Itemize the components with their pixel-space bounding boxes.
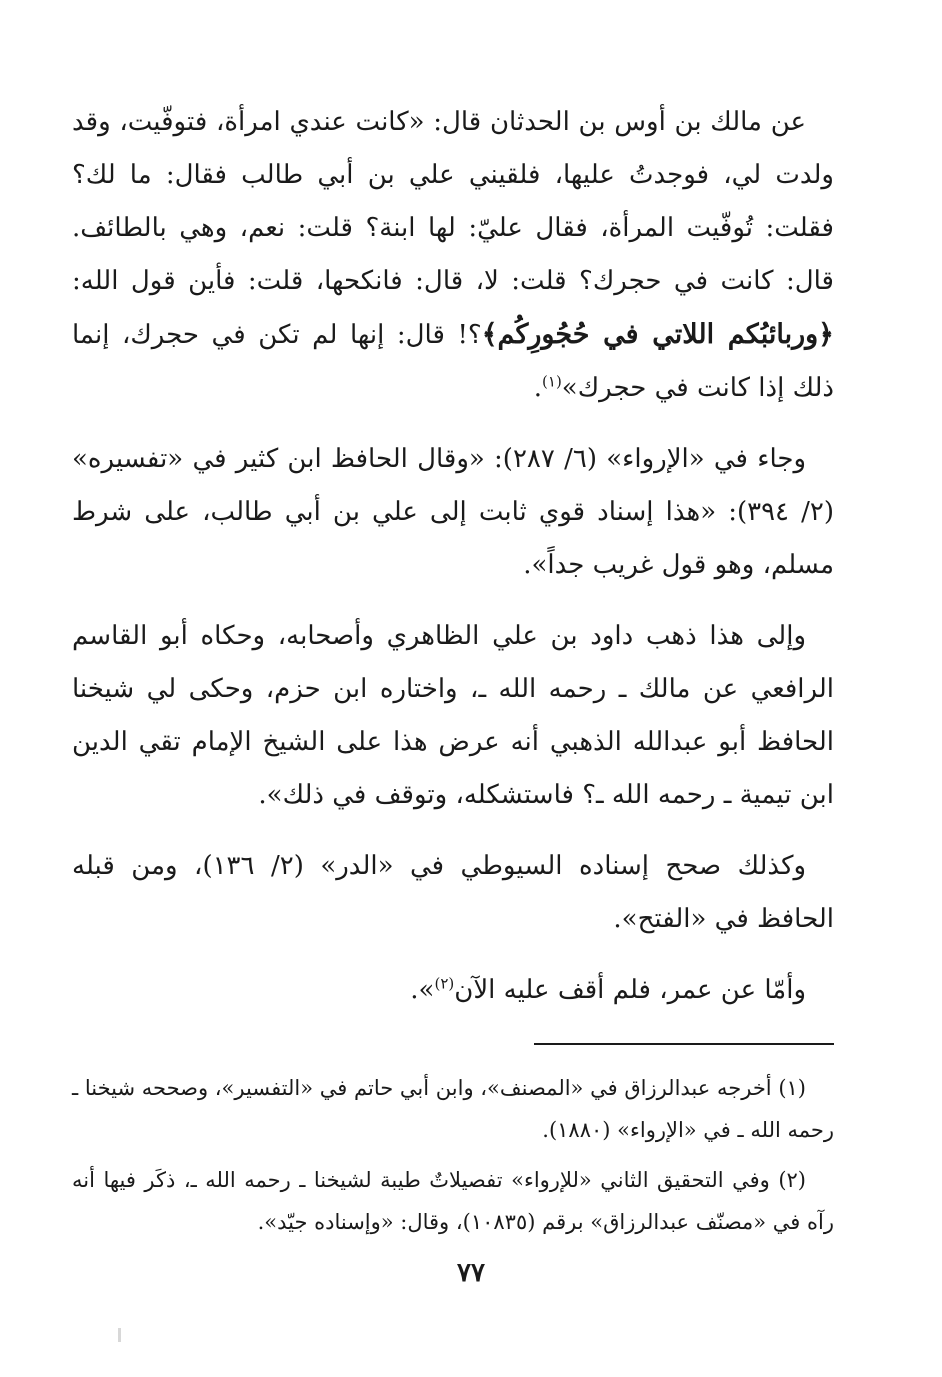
paragraph-4: وكذلك صحح إسناده السيوطي في «الدر» (٢/ ١٣٦)، ومن قبله الحافظ في «الفتح». (72, 851, 834, 934)
page-body (72, 96, 834, 1251)
paragraph-5-text: وأمّا عن عمر، فلم أقف عليه الآن (454, 975, 806, 1005)
paragraph-2: وجاء في «الإرواء» (٦/ ٢٨٧): «وقال الحافظ ابن كثير في «تفسيره» (٢/ ٣٩٤): «هذا إسناد قوي ثابت إلى علي بن أبي طالب، على شرط مسلم، وهو قول غريب جداً». (72, 444, 834, 580)
footnote-2: (٢) وفي التحقيق الثاني «للإرواء» تفصيلاتٌ طيبة لشيخنا ـ رحمه الله ـ، ذكَر فيها أنه رآه في «مصنّف عبدالرزاق» برقم (١٠٨٣٥)، وقال: «وإسناده جيّد». (72, 1168, 834, 1234)
scan-margin-mark (118, 1328, 121, 1342)
paragraph-3: وإلى هذا ذهب داود بن علي الظاهري وأصحابه، وحكاه أبو القاسم الرافعي عن مالك ـ رحمه الله ـ، واختاره ابن حزم، وحكى لي شيخنا الحافظ أبو عبدالله الذهبي أنه عرض هذا على الشيخ الإمام تقي الدين ابن تيمية ـ رحمه الله ـ؟ فاستشكله، وتوقف في ذلك». (72, 621, 834, 810)
footnote-divider (534, 1043, 834, 1045)
footnote-ref-2[interactable]: (٢) (434, 974, 455, 993)
footnote-ref-1[interactable]: (١) (542, 372, 562, 391)
paragraph-1-end: . (533, 373, 543, 403)
quran-verse: ﴿وربائبُكم اللاتي في حُجُورِكُم﴾ (481, 319, 834, 350)
footnotes (72, 1067, 834, 1243)
main-text (72, 96, 834, 1017)
paragraph-5-end: ». (410, 975, 435, 1005)
paragraph-1-text-after: ؟! قال: إنها لم تكن في حجرك، إنما ذلك إذا كانت في حجرك» (72, 320, 834, 403)
paragraph-1-text-before: عن مالك بن أوس بن الحدثان قال: «كانت عندي امرأة، فتوفّيت، وقد ولدت لي، فوجدتُ عليها، فلقيني علي بن أبي طالب فقال: ما لك؟ فقلت: تُوفّيت المرأة، فقال عليّ: لها ابنة؟ قلت: نعم، وهي بالطائف. قال: كانت في حجرك؟ قلت: لا، قال: فانكحها، قلت: فأين قول الله: (72, 107, 834, 296)
paragraph-1 (72, 96, 834, 415)
paragraph-5 (72, 964, 834, 1017)
page-number: ٧٧ (457, 1258, 485, 1288)
footnote-1: (١) أخرجه عبدالرزاق في «المصنف»، وابن أبي حاتم في «التفسير»، وصححه شيخنا ـ رحمه الله ـ في «الإرواء» (١٨٨٠). (72, 1076, 834, 1142)
